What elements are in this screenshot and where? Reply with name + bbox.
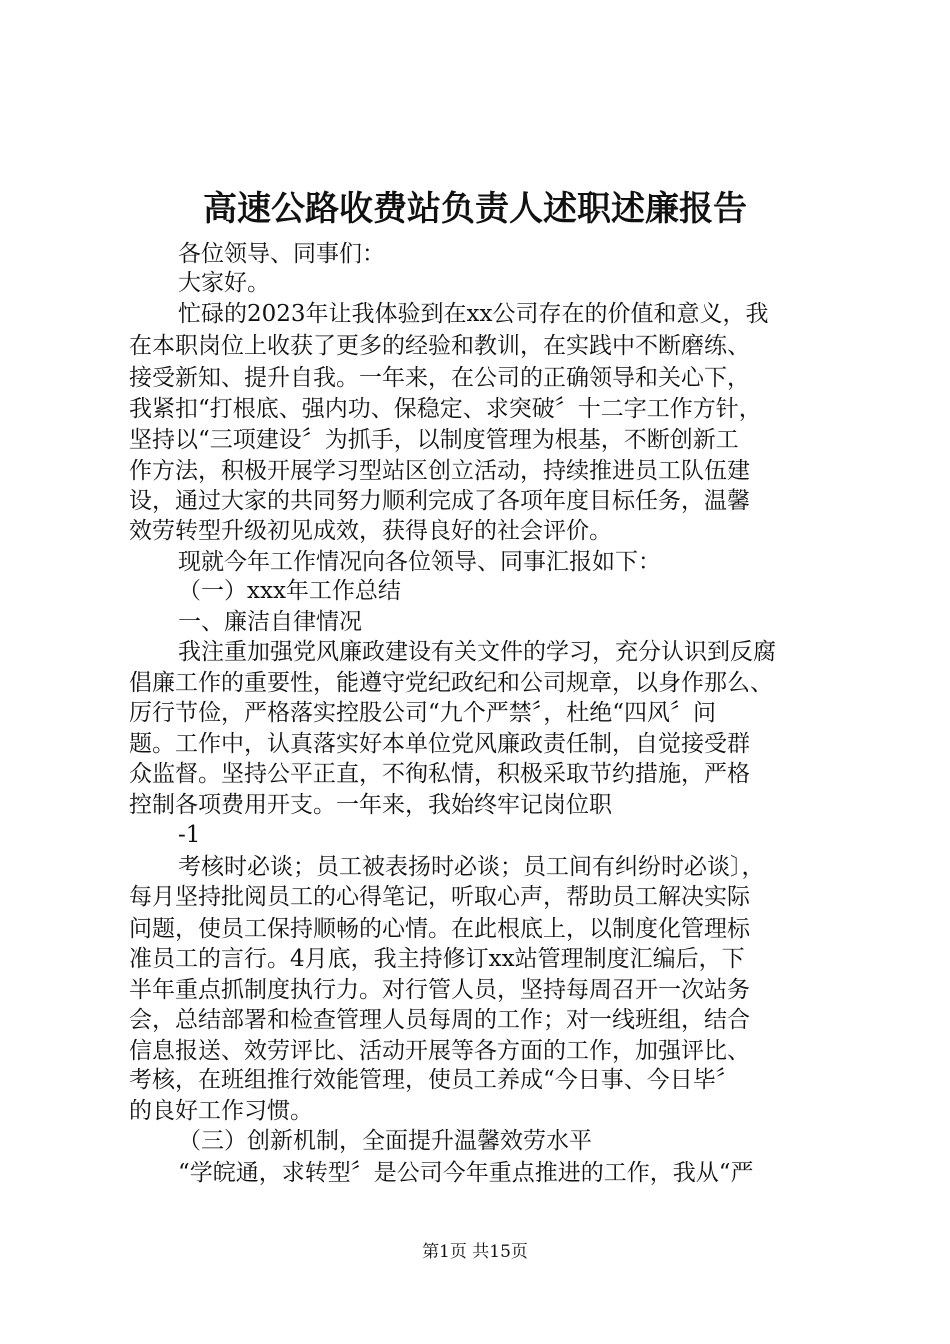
section-heading: （一）xxx年工作总结	[178, 578, 401, 604]
text-line: 每月坚持批阅员工的心得笔记，听取心声，帮助员工解决实际	[129, 884, 750, 910]
text-line: 控制各项费用开支。一年来，我始终牢记岗位职	[129, 792, 612, 818]
section-heading: （三）创新机制，全面提升温馨效劳水平	[178, 1128, 592, 1154]
page-footer: 第1页 共15页	[422, 1242, 528, 1262]
text-line: 倡廉工作的重要性，能遵守党纪政纪和公司规章，以身作那么、	[129, 670, 773, 696]
section-heading: 一、廉洁自律情况	[178, 609, 362, 635]
text-line: 准员工的言行。4月底，我主持修订xx站管理制度汇编后，下	[129, 946, 745, 972]
text-line: 厉行节俭，严格落实控股公司“九个严禁〞，杜绝“四风〞问	[129, 700, 717, 726]
text-line: 坚持以“三项建设〞为抓手，以制度管理为根基，不断创新工	[129, 427, 739, 453]
text-line: 考核时必谈；员工被表扬时必谈；员工间有纠纷时必谈〕，	[178, 854, 765, 880]
text-line: 各位领导、同事们：	[178, 241, 385, 267]
document-title: 高速公路收费站负责人述职述廉报告	[203, 189, 747, 229]
text-line: 题。工作中，认真落实好本单位党风廉政责任制，自觉接受群	[129, 731, 750, 757]
text-line: 大家好。	[178, 270, 270, 296]
text-line: 效劳转型升级初见成效，获得良好的社会评价。	[129, 518, 612, 544]
page-marker: -1	[178, 822, 201, 848]
text-line: 忙碌的2023年让我体验到在xx公司存在的价值和意义，我	[178, 301, 769, 327]
text-line: 我注重加强党风廉政建设有关文件的学习，充分认识到反腐	[178, 639, 776, 665]
text-line: 众监督。坚持公平正直，不徇私情，积极采取节约措施，严格	[129, 761, 750, 787]
text-line: 现就今年工作情况向各位领导、同事汇报如下：	[178, 549, 661, 575]
text-line: 接受新知、提升自我。一年来，在公司的正确领导和关心下，	[129, 365, 750, 391]
text-line: 信息报送、效劳评比、活动开展等各方面的工作，加强评比、	[129, 1038, 750, 1064]
text-line: 问题，使员工保持顺畅的心情。在此根底上，以制度化管理标	[129, 916, 750, 942]
text-line: 的良好工作习惯。	[129, 1098, 313, 1124]
text-line: 考核，在班组推行效能管理，使员工养成“今日事、今日毕〞	[129, 1067, 739, 1093]
text-line: 在本职岗位上收获了更多的经验和教训，在实践中不断磨练、	[129, 333, 750, 359]
text-line: 会，总结部署和检查管理人员每周的工作；对一线班组，结合	[129, 1007, 750, 1033]
text-line: 半年重点抓制度执行力。对行管人员，坚持每周召开一次站务	[129, 977, 750, 1003]
text-line: 作方法，积极开展学习型站区创立活动，持续推进员工队伍建	[129, 458, 750, 484]
text-line: 我紧扣“打根底、强内功、保稳定、求突破〞十二字工作方针，	[129, 396, 762, 422]
text-line: “学皖通，求转型〞是公司今年重点推进的工作，我从“严	[178, 1160, 754, 1186]
text-line: 设，通过大家的共同努力顺利完成了各项年度目标任务，温馨	[129, 488, 750, 514]
